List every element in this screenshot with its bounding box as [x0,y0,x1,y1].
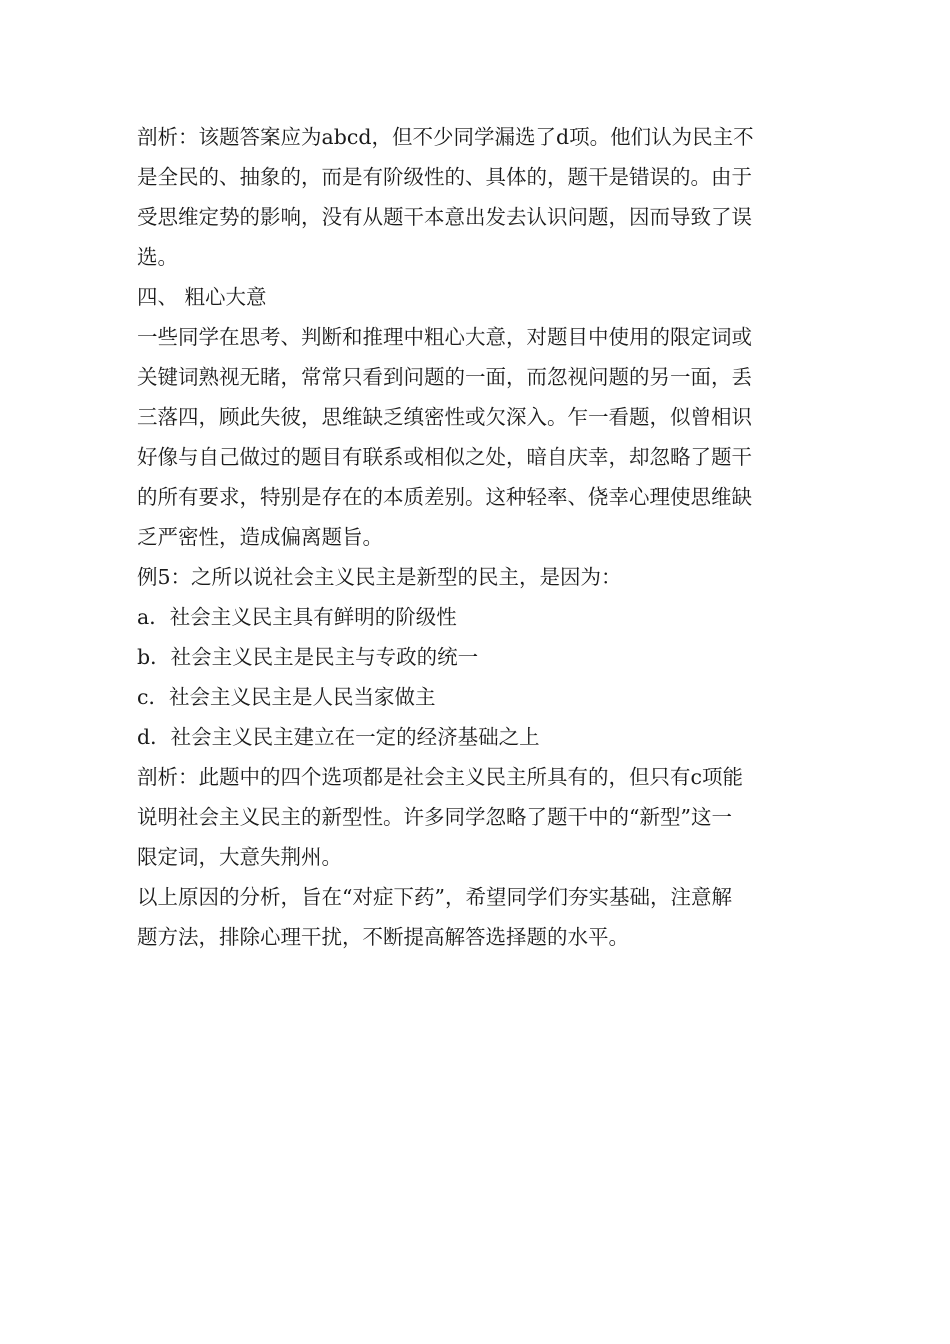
section-heading: 四、 粗心大意 [137,285,267,309]
example-question: 例5：之所以说社会主义民主是新型的民主，是因为： [137,565,622,589]
option-b: b．社会主义民主是民主与专政的统一 [137,645,479,669]
option-d: d．社会主义民主建立在一定的经济基础之上 [137,725,540,749]
analysis-2-line-1: 剖析：此题中的四个选项都是社会主义民主所具有的，但只有c项能 [137,765,743,789]
analysis-1-line-3: 受思维定势的影响，没有从题干本意出发去认识问题，因而导致了误 [137,205,752,229]
section-paragraph-line-3: 三落四，顾此失彼，思维缺乏缜密性或欠深入。乍一看题，似曾相识 [137,405,752,429]
analysis-1-line-2: 是全民的、抽象的，而是有阶级性的、具体的，题干是错误的。由于 [137,165,752,189]
section-paragraph-line-5: 的所有要求，特别是存在的本质差别。这种轻率、侥幸心理使思维缺 [137,485,752,509]
section-paragraph-line-6: 乏严密性，造成偏离题旨。 [137,525,383,549]
section-paragraph-line-1: 一些同学在思考、判断和推理中粗心大意，对题目中使用的限定词或 [137,325,752,349]
conclusion-line-1: 以上原因的分析，旨在“对症下药”，希望同学们夯实基础，注意解 [137,885,732,909]
section-paragraph-line-4: 好像与自己做过的题目有联系或相似之处，暗自庆幸，却忽略了题干 [137,445,752,469]
analysis-2-line-2: 说明社会主义民主的新型性。许多同学忽略了题干中的“新型”这一 [137,805,732,829]
conclusion-line-2: 题方法，排除心理干扰，不断提高解答选择题的水平。 [137,925,629,949]
analysis-2-line-3: 限定词，大意失荆州。 [137,845,342,869]
option-a: a．社会主义民主具有鲜明的阶级性 [137,605,457,629]
section-paragraph-line-2: 关键词熟视无睹，常常只看到问题的一面，而忽视问题的另一面，丢 [137,365,752,389]
document-body [137,117,817,957]
option-c: c．社会主义民主是人民当家做主 [137,685,436,709]
analysis-1-line-1: 剖析：该题答案应为abcd，但不少同学漏选了d项。他们认为民主不 [137,125,754,149]
analysis-1-line-4: 选。 [137,245,178,269]
